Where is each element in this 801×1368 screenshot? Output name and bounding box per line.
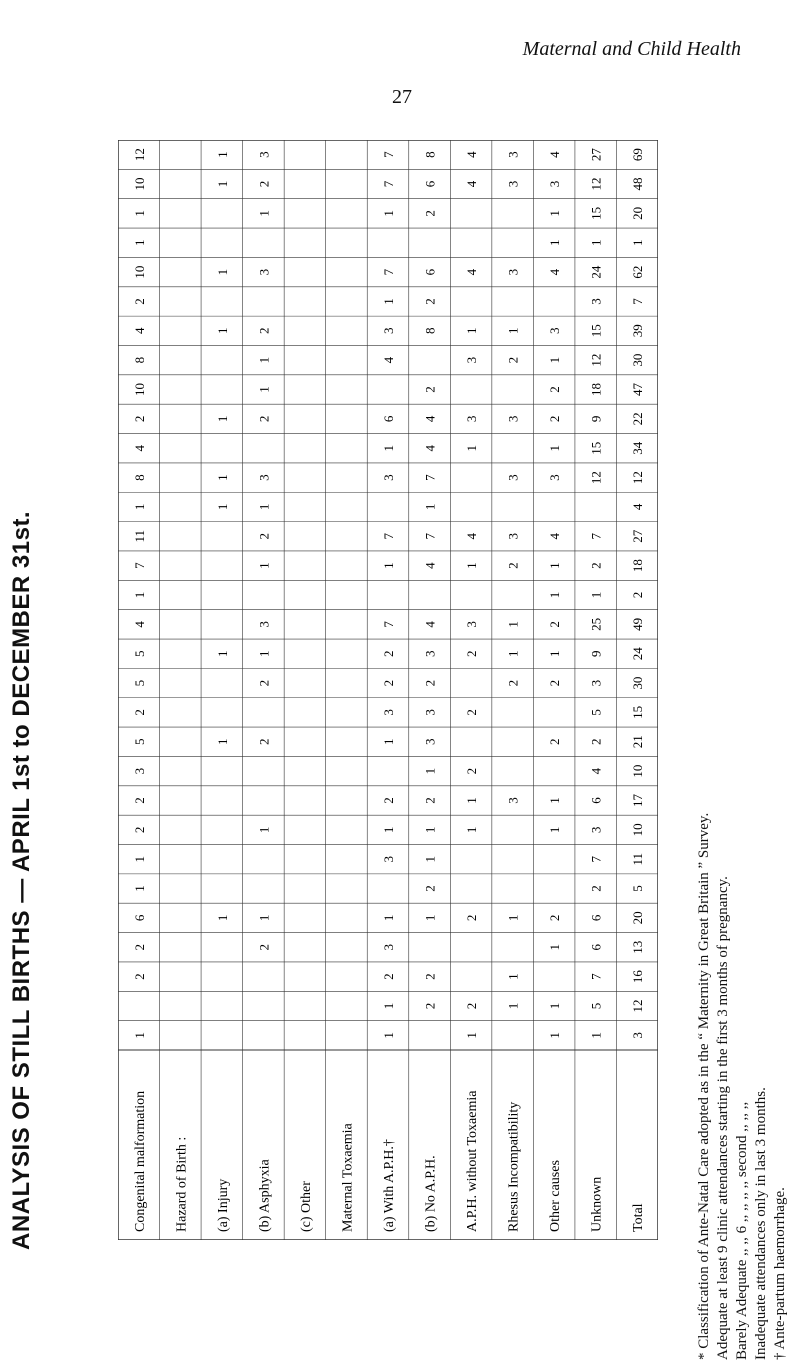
table-cell: 7 (630, 298, 646, 305)
table-cell: 3 (588, 826, 604, 834)
table-cell: 12 (630, 999, 646, 1013)
table-cell: 3 (422, 709, 438, 716)
row-label: Maternal Toxaemia (340, 1123, 356, 1232)
table-cell: 30 (630, 676, 646, 690)
table-cell: 15 (588, 441, 604, 455)
table-cell: 20 (630, 911, 646, 925)
table-cell: 1 (505, 327, 521, 335)
table-cell: 1 (131, 210, 147, 217)
table-cell: 1 (131, 591, 147, 599)
table-cell: 4 (381, 356, 396, 364)
table-cell: 62 (630, 265, 646, 279)
table-cell: 1 (381, 1032, 396, 1039)
table-cell: 1 (505, 973, 521, 980)
table-cell: 5 (630, 885, 646, 892)
table-cell: 1 (464, 562, 480, 569)
table-cell: 10 (131, 177, 147, 191)
table-cell: 3 (422, 650, 438, 657)
table-cell: 4 (422, 621, 438, 628)
footnotes (696, 812, 796, 1360)
table-cell: 1 (422, 855, 438, 863)
table-cell: 3 (588, 298, 604, 305)
table-cell: 3 (256, 268, 272, 276)
table-cell: 1 (381, 738, 396, 746)
table-cell: 34 (630, 441, 646, 455)
table-cell: 1 (214, 914, 230, 922)
table-cell: 1 (214, 180, 230, 188)
table-cell: 2 (464, 914, 480, 922)
table-cell: 2 (505, 356, 521, 364)
table-cell: 1 (547, 239, 563, 246)
table-cell: 1 (505, 1002, 521, 1010)
table-cell: 6 (381, 415, 396, 423)
table-cell: 1 (547, 591, 563, 599)
table-cell: 69 (630, 148, 646, 162)
table-cell: 2 (256, 533, 272, 540)
table-cell: 2 (131, 415, 147, 423)
table-cell: 30 (630, 353, 646, 367)
table-cell: 4 (547, 268, 563, 276)
table-cell: 1 (381, 826, 396, 834)
table-cell: 2 (422, 885, 438, 892)
table-cell: 4 (630, 503, 646, 511)
table-cell: 1 (131, 855, 147, 863)
table-cell: 2 (422, 679, 438, 687)
table-cell: 7 (131, 562, 147, 569)
table-cell: 10 (131, 265, 147, 279)
table-cell: 2 (547, 738, 563, 746)
table-cell: 12 (131, 148, 147, 162)
table-cell: 1 (214, 738, 230, 746)
table-cell: 3 (464, 415, 480, 423)
table-cell: 3 (381, 327, 396, 335)
table-cell: 12 (588, 177, 604, 191)
table-cell: 3 (464, 356, 480, 364)
table-cell: 1 (256, 356, 272, 364)
table-cell: 8 (422, 327, 438, 335)
footnote-line: Barely Adequate ,, ,, 6 ,, ,, ,, ,, second ,, ,, ,, (734, 1101, 750, 1360)
table-cell: 1 (381, 210, 396, 217)
table-cell: 2 (256, 327, 272, 335)
table-cell: 1 (547, 797, 563, 804)
row-label: Other causes (548, 1160, 564, 1232)
table-cell: 1 (464, 444, 480, 452)
table-cell: 1 (381, 298, 396, 305)
table-cell: 6 (131, 914, 147, 922)
row-label: Total (631, 1203, 647, 1232)
table-cell: 5 (131, 738, 147, 746)
table-cell: 1 (422, 826, 438, 834)
table-cell: 4 (547, 151, 563, 158)
table-cell: 3 (131, 767, 147, 775)
table-cell: 5 (131, 679, 147, 687)
side-title-text: ANALYSIS OF STILL BIRTHS — APRIL 1st to DECEMBER 31st. (8, 510, 35, 1250)
table-cell: 2 (256, 944, 272, 951)
table-cell: 1 (131, 239, 147, 246)
table-cell: 4 (464, 268, 480, 276)
table-cell: 1 (214, 151, 230, 158)
table-cell: 2 (505, 679, 521, 687)
table-cell: 1 (505, 650, 521, 657)
table-cell: 2 (422, 386, 438, 393)
row-label: Congenital malformation (132, 1090, 148, 1232)
table-cell: 2 (547, 386, 563, 393)
table-cell: 6 (588, 797, 604, 804)
table-cell: 3 (381, 709, 396, 716)
table-cell: 1 (464, 327, 480, 335)
table-cell: 13 (630, 940, 646, 954)
table-cell: 2 (381, 797, 396, 804)
table-cell: 3 (505, 180, 521, 188)
table-cell: 2 (588, 738, 604, 746)
table-cell: 4 (588, 767, 604, 775)
table-cell: 25 (588, 617, 604, 631)
table-cell: 1 (214, 327, 230, 335)
table-cell: 49 (630, 617, 646, 631)
table-cell: 3 (547, 327, 563, 335)
row-label: (a) With A.P.H.† (382, 1139, 397, 1232)
table-cell: 1 (547, 356, 563, 364)
table-cell: 18 (588, 383, 604, 397)
table-cell: 1 (547, 1002, 563, 1010)
table-cell: 1 (464, 797, 480, 804)
table-cell: 4 (422, 415, 438, 423)
table-cell: 1 (214, 474, 230, 481)
table-cell: 1 (464, 1032, 480, 1039)
table-cell: 1 (256, 503, 272, 511)
table-cell: 1 (547, 1032, 563, 1039)
table-cell: 2 (256, 738, 272, 746)
stillbirth-table (118, 140, 658, 1245)
table-cell: 15 (588, 324, 604, 338)
table-cell: 6 (588, 944, 604, 951)
table-cell: 1 (547, 826, 563, 834)
table-cell: 2 (422, 210, 438, 217)
table-cell: 3 (505, 415, 521, 423)
table-cell: 2 (422, 797, 438, 804)
table-cell: 3 (547, 180, 563, 188)
table-cell: 4 (131, 621, 147, 628)
table-cell: 1 (422, 914, 438, 922)
table-cell: 1 (422, 503, 438, 511)
table-cell: 16 (630, 970, 646, 984)
table-cell: 1 (464, 826, 480, 834)
table-cell: 9 (588, 415, 604, 423)
table-cell: 1 (214, 415, 230, 423)
table-cell: 4 (422, 444, 438, 452)
page-number: 27 (392, 86, 412, 108)
table-cell: 3 (464, 621, 480, 628)
table-cell: 1 (214, 268, 230, 276)
table-cell: 1 (131, 503, 147, 511)
table-cell: 7 (588, 533, 604, 540)
table-cell: 3 (505, 268, 521, 276)
table-cell: 7 (381, 621, 396, 628)
table-cell: 7 (381, 268, 396, 276)
table-cell: 1 (256, 826, 272, 834)
table-cell: 1 (588, 1032, 604, 1039)
table-cell: 2 (131, 944, 147, 951)
table-cell: 7 (588, 855, 604, 863)
table-cell: 1 (214, 650, 230, 657)
table-cell: 3 (381, 474, 396, 481)
table-cell: 1 (256, 914, 272, 922)
table-cell: 2 (505, 562, 521, 569)
table-cell: 1 (505, 914, 521, 922)
table-cell: 7 (422, 474, 438, 481)
table-cell: 3 (381, 944, 396, 951)
table-cell: 1 (214, 503, 230, 511)
table-cell: 1 (547, 562, 563, 569)
table-cell: 3 (505, 797, 521, 804)
table-cell: 2 (256, 415, 272, 423)
table-cell: 8 (131, 356, 147, 364)
table-cell: 1 (630, 239, 646, 246)
table-cell: 3 (256, 151, 272, 158)
table-cell: 2 (131, 298, 147, 305)
table-cell: 3 (588, 679, 604, 687)
table-cell: 2 (464, 650, 480, 657)
table-cell: 12 (630, 471, 646, 485)
table-cell: 1 (131, 1032, 147, 1039)
table-cell: 2 (588, 562, 604, 569)
table-cell: 1 (547, 210, 563, 217)
table-cell: 1 (381, 444, 396, 452)
table-cell: 4 (547, 533, 563, 540)
footnote-line: † Ante-partum haemorrhage. (772, 1187, 788, 1360)
table-cell: 1 (256, 386, 272, 393)
table-cell: 1 (588, 239, 604, 246)
table-cell: 1 (588, 591, 604, 599)
table-cell: 2 (381, 679, 396, 687)
table-cell: 6 (422, 180, 438, 188)
table-cell: 1 (505, 621, 521, 628)
row-label: (b) No A.P.H. (423, 1155, 439, 1232)
table-cell: 3 (630, 1032, 646, 1039)
table-cell: 24 (630, 647, 646, 661)
table-cell: 2 (131, 973, 147, 980)
table-cell: 27 (630, 529, 646, 543)
table-cell: 1 (256, 562, 272, 569)
table-cell: 1 (256, 650, 272, 657)
table-cell: 2 (131, 797, 147, 804)
table-cell: 2 (547, 415, 563, 423)
table-cell: 3 (381, 855, 396, 863)
table-cell: 48 (630, 177, 646, 191)
row-label: (a) Injury (215, 1178, 231, 1232)
table-cell: 17 (630, 793, 646, 807)
table-cell: 4 (464, 533, 480, 540)
table-cell: 2 (464, 1002, 480, 1010)
table-cell: 2 (464, 767, 480, 775)
table-cell: 27 (588, 148, 604, 162)
table-cell: 1 (381, 562, 396, 569)
table-cell: 5 (588, 1002, 604, 1010)
row-label: A.P.H. without Toxaemia (465, 1090, 481, 1232)
side-title (8, 130, 46, 1250)
table-cell: 1 (547, 650, 563, 657)
table-cell: 8 (131, 474, 147, 481)
table-cell: 1 (381, 914, 396, 922)
table-cell: 3 (547, 474, 563, 481)
table-cell: 2 (588, 885, 604, 892)
table-cell: 24 (588, 265, 604, 279)
running-header: Maternal and Child Health (522, 38, 741, 60)
table-cell: 22 (630, 412, 646, 426)
table-cell: 12 (588, 353, 604, 367)
table-cell: 3 (505, 533, 521, 540)
table-cell: 8 (422, 151, 438, 158)
row-label: (b) Asphyxia (257, 1159, 273, 1232)
table-cell: 2 (131, 826, 147, 834)
footnote-line: * Classification of Ante-Natal Care adopted as in the “ Maternity in Great Britain ” Survey. (696, 812, 712, 1360)
table-cell: 10 (630, 823, 646, 837)
table-cell: 7 (381, 151, 396, 158)
table-cell: 2 (422, 973, 438, 980)
table-cell: 2 (422, 1002, 438, 1010)
table-cell: 20 (630, 206, 646, 220)
table-cell: 4 (464, 151, 480, 158)
table-cell: 2 (630, 591, 646, 599)
table-cell: 7 (381, 180, 396, 188)
table-cell: 5 (131, 650, 147, 657)
table-cell: 1 (547, 444, 563, 452)
table-cell: 47 (630, 383, 646, 397)
table-cell: 3 (256, 474, 272, 481)
table-cell: 4 (422, 562, 438, 569)
table-grid (118, 140, 658, 1240)
table-cell: 39 (630, 324, 646, 338)
table-cell: 2 (464, 709, 480, 716)
table-cell: 11 (630, 852, 646, 866)
footnote-line: Adequate at least 9 clinic attendances starting in the first 3 months of pregnancy. (715, 876, 731, 1360)
row-label: (c) Other (298, 1181, 314, 1232)
row-label: Rhesus Incompatibility (506, 1101, 522, 1232)
table-cell: 4 (131, 444, 147, 452)
table-cell: 6 (422, 268, 438, 276)
table-cell: 1 (131, 885, 147, 892)
table-cell: 7 (381, 533, 396, 540)
footnote-line: Inadequate attendances only in last 3 months. (753, 1087, 769, 1360)
table-cell: 3 (422, 738, 438, 746)
table-cell: 2 (256, 679, 272, 687)
table-cell: 15 (588, 206, 604, 220)
table-cell: 9 (588, 650, 604, 657)
table-cell: 2 (547, 679, 563, 687)
table-cell: 18 (630, 559, 646, 573)
table-cell: 2 (131, 709, 147, 716)
table-cell: 2 (256, 180, 272, 188)
table-cell: 7 (422, 533, 438, 540)
table-cell: 10 (630, 764, 646, 778)
table-cell: 3 (256, 621, 272, 628)
table-cell: 1 (256, 210, 272, 217)
table-cell: 1 (381, 1002, 396, 1010)
table-cell: 3 (505, 474, 521, 481)
table-cell: 1 (547, 944, 563, 951)
table-cell: 2 (381, 973, 396, 980)
table-cell: 3 (505, 151, 521, 158)
row-label: Unknown (589, 1176, 605, 1232)
table-cell: 21 (630, 735, 646, 749)
table-cell: 1 (422, 767, 438, 775)
table-cell: 2 (422, 298, 438, 305)
table-cell: 2 (381, 650, 396, 657)
row-label: Hazard of Birth : (174, 1136, 190, 1232)
table-cell: 6 (588, 914, 604, 922)
table-cell: 11 (131, 530, 147, 543)
table-cell: 2 (547, 914, 563, 922)
table-cell: 10 (131, 383, 147, 397)
table-cell: 15 (630, 705, 646, 719)
table-cell: 12 (588, 471, 604, 485)
table-cell: 5 (588, 709, 604, 716)
table-cell: 4 (131, 327, 147, 335)
table-cell: 7 (588, 973, 604, 980)
table-cell: 2 (547, 621, 563, 628)
table-cell: 4 (464, 180, 480, 188)
